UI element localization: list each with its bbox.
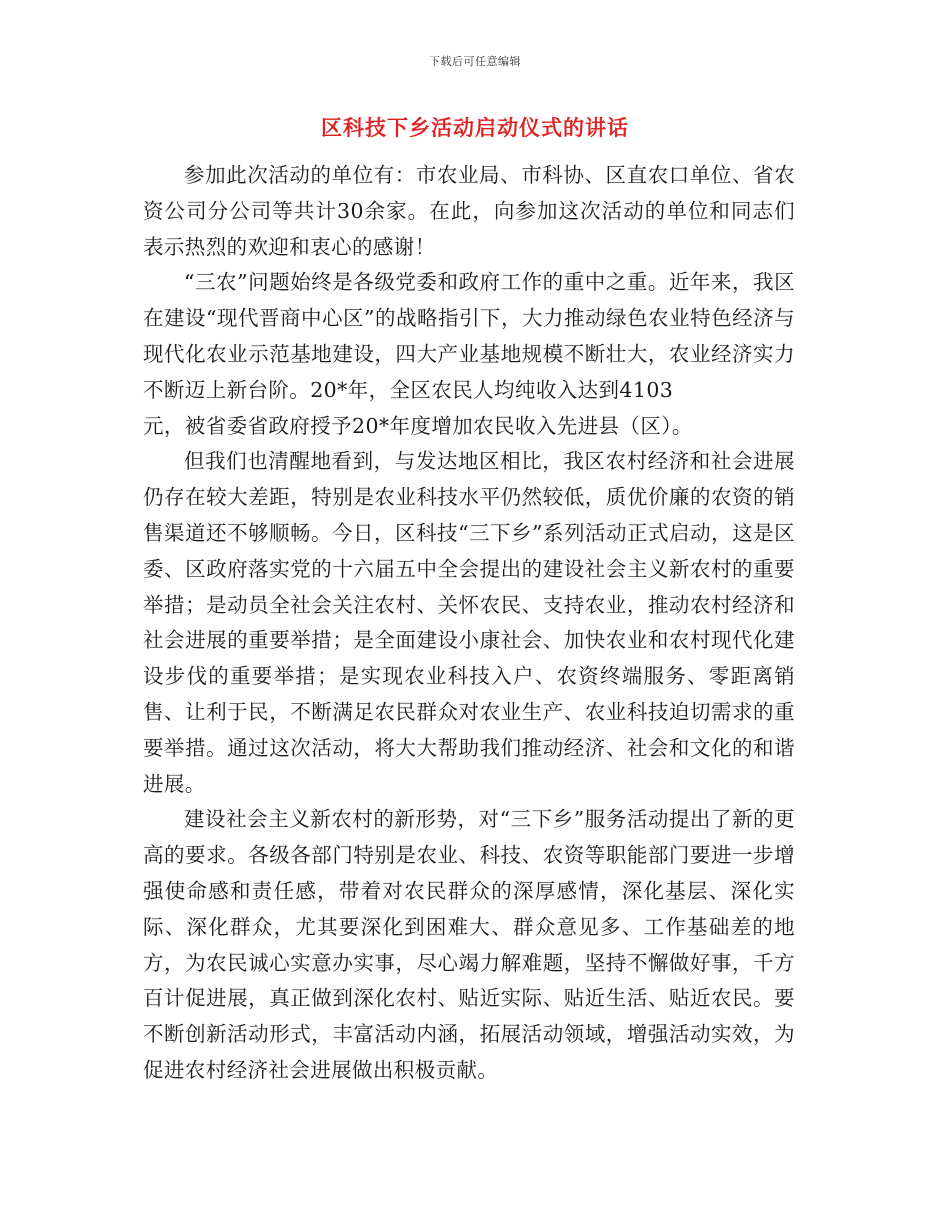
- paragraph-requirements: 建设社会主义新农村的新形势，对“三下乡”服务活动提出了新的更高的要求。各级各部门特别是农业、科技、农资等职能部门要进一步增强使命感和责任感，带着对农民群众的深厚感情，深化基层、深化实际、深化群众，尤其要深化到困难大、群众意见多、工作基础差的地方，为农民诚心实意办实事，尽心竭力解难题，坚持不懈做好事，千方百计促进展，真正做到深化农村、贴近实际、贴近生活、贴近农民。要不断创新活动形式，丰富活动内涵，拓展活动领域，增强活动实效，为促进农村经济社会进展做出积极贡献。: [143, 807, 795, 1082]
- header-note: 下载后可任意编辑: [429, 55, 521, 68]
- paragraph-participants: 参加此次活动的单位有：市农业局、市科协、区直农口单位、省农资公司分公司等共计30余家。在此，向参加这次活动的单位和同志们表示热烈的欢迎和衷心的感谢！: [143, 163, 795, 259]
- document-title: 区科技下乡活动启动仪式的讲话: [321, 115, 629, 140]
- paragraph-income-continued: 元，被省委省政府授予20*年度增加农民收入先进县（区）。: [143, 413, 693, 438]
- document-body: [143, 158, 795, 1089]
- paragraph-sannong: “三农”问题始终是各级党委和政府工作的重中之重。近年来，我区在建设“现代晋商中心区”的战略指引下，大力推动绿色农业特色经济与现代化农业示范基地建设，四大产业基地规模不断壮大，农业经济实力不断迈上新台阶。20*年，全区农民人均纯收入达到4103: [143, 270, 795, 402]
- paragraph-gap: 但我们也清醒地看到，与发达地区相比，我区农村经济和社会进展仍存在较大差距，特别是农业科技水平仍然较低，质优价廉的农资的销售渠道还不够顺畅。今日，区科技“三下乡”系列活动正式启动，这是区委、区政府落实党的十六届五中全会提出的建设社会主义新农村的重要举措；是动员全社会关注农村、关怀农民、支持农业，推动农村经济和社会进展的重要举措；是全面建设小康社会、加快农业和农村现代化建设步伐的重要举措；是实现农业科技入户、农资终端服务、零距离销售、让利于民，不断满足农民群众对农业生产、农业科技迫切需求的重要举措。通过这次活动，将大大帮助我们推动经济、社会和文化的和谐进展。: [143, 449, 795, 796]
